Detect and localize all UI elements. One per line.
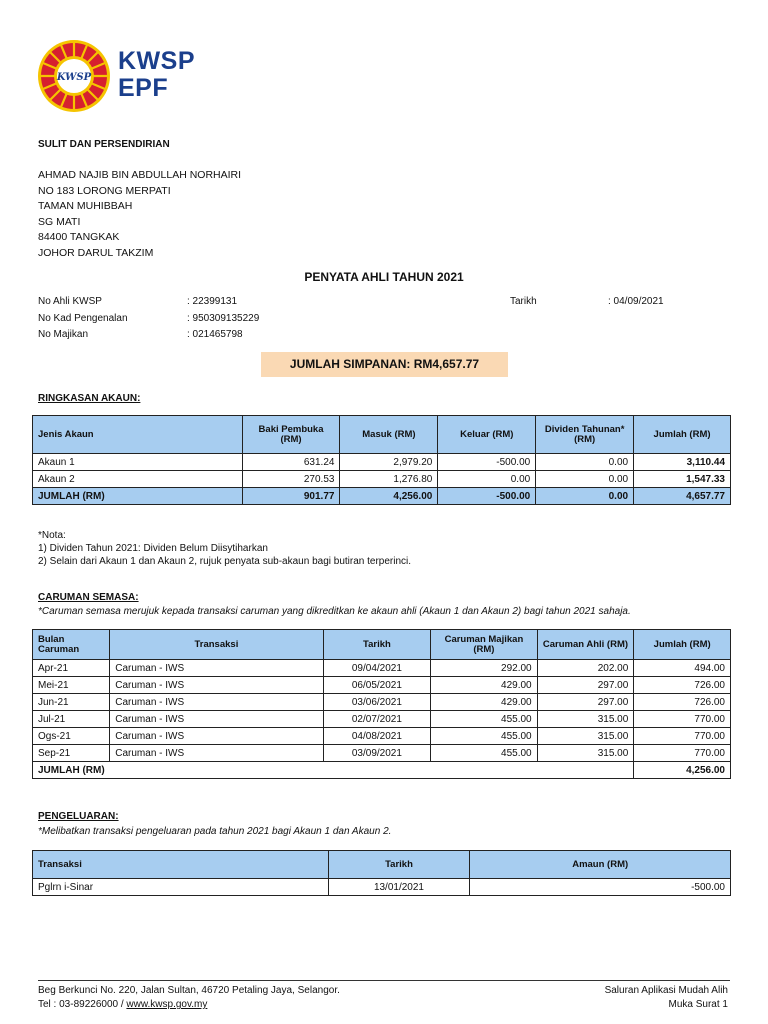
- address-line: JOHOR DARUL TAKZIM: [38, 246, 154, 259]
- member-no-value: : 22399131: [187, 296, 238, 307]
- page-number: Muka Surat 1: [668, 999, 728, 1010]
- cell: 13/01/2021: [328, 879, 470, 896]
- cell: 0.00: [536, 454, 634, 471]
- table-header-row: [33, 630, 731, 660]
- note-line: *Nota:: [38, 530, 66, 541]
- withdrawals-table: [32, 850, 731, 896]
- cell: 494.00: [634, 660, 731, 677]
- cell: 455.00: [431, 728, 537, 745]
- contributions-table: [32, 629, 731, 779]
- cell: 02/07/2021: [323, 711, 431, 728]
- table-total-row: [33, 762, 731, 779]
- cell: Caruman - IWS: [110, 711, 323, 728]
- col-header: Keluar (RM): [438, 416, 536, 454]
- cell: 03/06/2021: [323, 694, 431, 711]
- cell: Akaun 1: [33, 454, 243, 471]
- app-channel: Saluran Aplikasi Mudah Alih: [604, 985, 728, 996]
- cell: Caruman - IWS: [110, 745, 323, 762]
- logo-epf: EPF: [118, 74, 169, 102]
- total-label: JUMLAH (RM): [33, 762, 634, 779]
- col-header: Caruman Ahli (RM): [537, 630, 634, 660]
- cell: -500.00: [438, 454, 536, 471]
- kwsp-logo-text: [118, 48, 195, 102]
- member-address: [38, 168, 241, 262]
- cell: Caruman - IWS: [110, 728, 323, 745]
- cell: 202.00: [537, 660, 634, 677]
- table-header-row: [33, 416, 731, 454]
- contributions-note: *Caruman semasa merujuk kepada transaksi caruman yang dikreditkan ke akaun ahli (Akaun 1 dan Akaun 2) bagi tahun 2021 sahaja.: [38, 606, 631, 617]
- cell: 297.00: [537, 677, 634, 694]
- withdrawals-note: *Melibatkan transaksi pengeluaran pada tahun 2021 bagi Akaun 1 dan Akaun 2.: [38, 826, 392, 837]
- cell: JUMLAH (RM): [33, 488, 243, 505]
- table-row: [33, 879, 731, 896]
- cell: 03/09/2021: [323, 745, 431, 762]
- table-row: [33, 677, 731, 694]
- summary-table: [32, 415, 731, 505]
- col-header: Baki Pembuka (RM): [242, 416, 340, 454]
- date-label: Tarikh: [510, 296, 537, 307]
- confidential-label: SULIT DAN PERSENDIRIAN: [38, 139, 170, 150]
- col-header: Tarikh: [323, 630, 431, 660]
- cell: 2,979.20: [340, 454, 438, 471]
- footer-meta: [605, 984, 728, 1012]
- cell: 455.00: [431, 745, 537, 762]
- cell: 0.00: [536, 488, 634, 505]
- col-header: Transaksi: [33, 851, 329, 879]
- cell: 0.00: [536, 471, 634, 488]
- svg-text:KWSP: KWSP: [56, 72, 92, 83]
- kwsp-seal-icon: [36, 38, 112, 114]
- cell: 770.00: [634, 728, 731, 745]
- col-header: Masuk (RM): [340, 416, 438, 454]
- cell: Pglrn i-Sinar: [33, 879, 329, 896]
- cell: Caruman - IWS: [110, 694, 323, 711]
- cell: Mei-21: [33, 677, 110, 694]
- contributions-heading: CARUMAN SEMASA:: [38, 592, 139, 603]
- cell: 4,256.00: [340, 488, 438, 505]
- ic-value: : 950309135229: [187, 313, 260, 324]
- cell: 4,657.77: [634, 488, 731, 505]
- table-row: [33, 694, 731, 711]
- cell: 292.00: [431, 660, 537, 677]
- footer-tel-line: [38, 998, 340, 1012]
- cell: 0.00: [438, 471, 536, 488]
- cell: 09/04/2021: [323, 660, 431, 677]
- note-line: 1) Dividen Tahun 2021: Dividen Belum Diisytiharkan: [38, 543, 268, 554]
- cell: Jul-21: [33, 711, 110, 728]
- ic-label: No Kad Pengenalan: [38, 313, 128, 324]
- table-header-row: [33, 851, 731, 879]
- cell: 06/05/2021: [323, 677, 431, 694]
- total-value: 4,256.00: [634, 762, 731, 779]
- cell: 631.24: [242, 454, 340, 471]
- cell: 3,110.44: [634, 454, 731, 471]
- cell: 1,547.33: [634, 471, 731, 488]
- col-header: Transaksi: [110, 630, 323, 660]
- cell: -500.00: [438, 488, 536, 505]
- member-no-label: No Ahli KWSP: [38, 296, 102, 307]
- cell: Jun-21: [33, 694, 110, 711]
- cell: Caruman - IWS: [110, 660, 323, 677]
- col-header: Jumlah (RM): [634, 416, 731, 454]
- footer-address: Beg Berkunci No. 220, Jalan Sultan, 46720 Petaling Jaya, Selangor.: [38, 985, 340, 996]
- address-line: AHMAD NAJIB BIN ABDULLAH NORHAIRI: [38, 169, 242, 181]
- col-header: Bulan Caruman: [33, 630, 110, 660]
- withdrawals-heading: PENGELUARAN:: [38, 811, 119, 822]
- col-header: Jenis Akaun: [33, 416, 243, 454]
- col-header: Amaun (RM): [470, 851, 731, 879]
- address-line: SG MATI: [38, 215, 81, 228]
- table-row: [33, 745, 731, 762]
- logo-kwsp: KWSP: [118, 47, 195, 75]
- footer-tel: Tel : 03-89226000 /: [38, 999, 127, 1010]
- cell: 726.00: [634, 677, 731, 694]
- cell: 315.00: [537, 728, 634, 745]
- cell: Akaun 2: [33, 471, 243, 488]
- summary-heading: RINGKASAN AKAUN:: [38, 393, 141, 404]
- address-line: TAMAN MUHIBBAH: [38, 200, 133, 213]
- table-row: [33, 454, 731, 471]
- address-line: NO 183 LORONG MERPATI: [38, 184, 171, 197]
- col-header: Jumlah (RM): [634, 630, 731, 660]
- cell: 726.00: [634, 694, 731, 711]
- employer-label: No Majikan: [38, 329, 89, 340]
- note-line: 2) Selain dari Akaun 1 dan Akaun 2, rujuk penyata sub-akaun bagi butiran terperinci.: [38, 556, 412, 567]
- date-value: : 04/09/2021: [608, 296, 664, 307]
- cell: 770.00: [634, 745, 731, 762]
- cell: 901.77: [242, 488, 340, 505]
- cell: 429.00: [431, 694, 537, 711]
- cell: -500.00: [470, 879, 731, 896]
- cell: 770.00: [634, 711, 731, 728]
- cell: 429.00: [431, 677, 537, 694]
- cell: 315.00: [537, 745, 634, 762]
- cell: 04/08/2021: [323, 728, 431, 745]
- col-header: Dividen Tahunan* (RM): [536, 416, 634, 454]
- notes: [38, 529, 411, 568]
- website-link[interactable]: www.kwsp.gov.my: [126, 999, 208, 1010]
- cell: 315.00: [537, 711, 634, 728]
- table-row: [33, 660, 731, 677]
- cell: 455.00: [431, 711, 537, 728]
- cell: 1,276.80: [340, 471, 438, 488]
- table-total-row: [33, 488, 731, 505]
- col-header: Tarikh: [328, 851, 470, 879]
- table-row: [33, 728, 731, 745]
- table-row: [33, 711, 731, 728]
- table-row: [33, 471, 731, 488]
- footer-contact: [38, 984, 340, 1012]
- statement-title: PENYATA AHLI TAHUN 2021: [304, 270, 464, 284]
- employer-value: : 021465798: [187, 329, 243, 340]
- cell: 297.00: [537, 694, 634, 711]
- cell: Sep-21: [33, 745, 110, 762]
- kwsp-logo: [36, 38, 196, 116]
- cell: Ogs-21: [33, 728, 110, 745]
- cell: Caruman - IWS: [110, 677, 323, 694]
- col-header: Caruman Majikan (RM): [431, 630, 537, 660]
- address-line: 84400 TANGKAK: [38, 231, 120, 244]
- footer-divider: [38, 980, 730, 981]
- cell: Apr-21: [33, 660, 110, 677]
- cell: 270.53: [242, 471, 340, 488]
- total-savings-box: JUMLAH SIMPANAN: RM4,657.77: [261, 352, 508, 377]
